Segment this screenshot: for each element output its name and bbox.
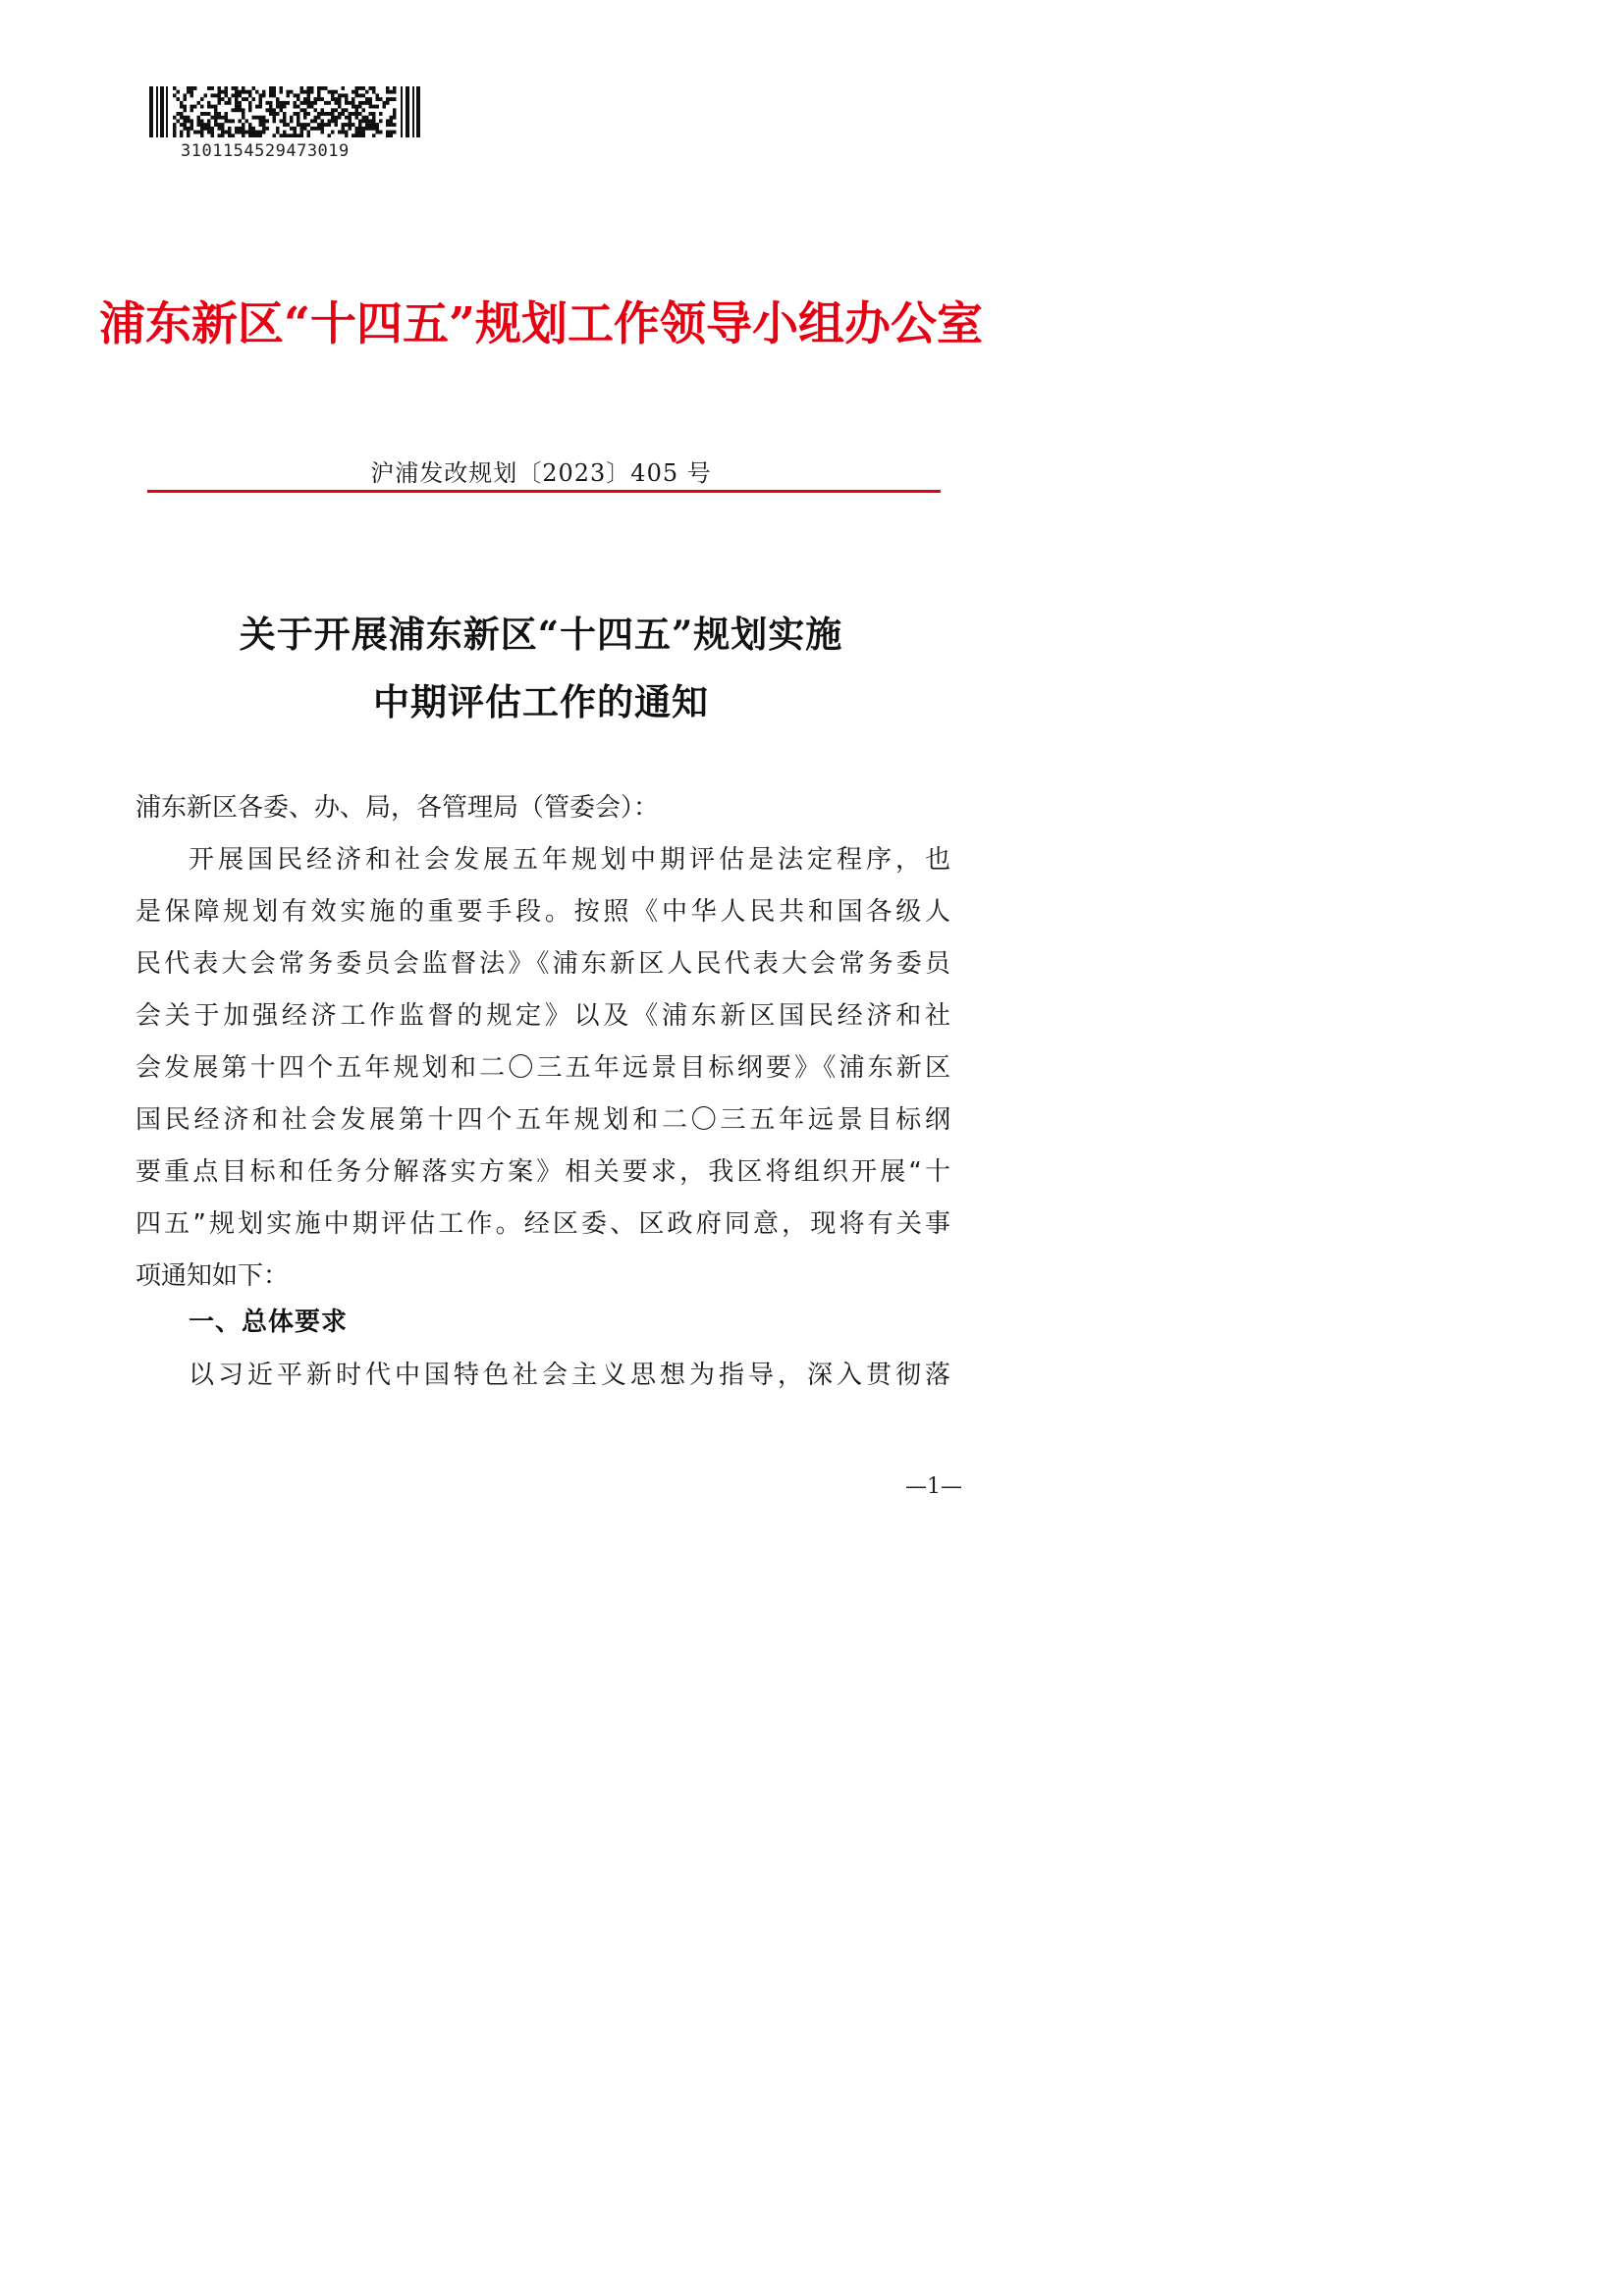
barcode-number: 3101154529473019	[181, 141, 350, 161]
barcode-data-pattern	[173, 86, 397, 137]
paragraph-line: 项通知如下：	[135, 1261, 290, 1291]
paragraph-line: 要重点目标和任务分解落实方案》相关要求，我区将组织开展“十	[135, 1157, 950, 1187]
paragraph-line: 四五”规划实施中期评估工作。经区委、区政府同意，现将有关事	[135, 1209, 950, 1239]
paragraph-line: 以习近平新时代中国特色社会主义思想为指导，深入贯彻落	[189, 1361, 950, 1390]
document-title-line-1: 关于开展浦东新区“十四五”规划实施	[239, 613, 843, 656]
paragraph-line: 是保障规划有效实施的重要手段。按照《中华人民共和国各级人	[135, 897, 950, 927]
document-page	[0, 0, 1082, 1531]
barcode-start-bars	[149, 86, 168, 137]
red-divider-line	[147, 490, 941, 493]
paragraph-line: 会关于加强经济工作监督的规定》以及《浦东新区国民经济和社	[135, 1001, 950, 1031]
paragraph-line: 民代表大会常务委员会监督法》《浦东新区人民代表大会常务委员	[135, 949, 950, 979]
barcode-stop-bars	[401, 86, 420, 137]
section-heading: 一、总体要求	[189, 1308, 349, 1337]
document-number: 沪浦发改规划〔2023〕405 号	[370, 459, 712, 487]
document-title-line-2: 中期评估工作的通知	[373, 680, 709, 723]
paragraph-line: 会发展第十四个五年规划和二〇三五年远景目标纲要》《浦东新区	[135, 1053, 950, 1083]
paragraph-line: 开展国民经济和社会发展五年规划中期评估是法定程序，也	[189, 845, 950, 875]
barcode-image	[149, 86, 420, 137]
paragraph-line: 国民经济和社会发展第十四个五年规划和二〇三五年远景目标纲	[135, 1105, 950, 1135]
page-number: —1—	[905, 1474, 962, 1499]
issuing-office-header: 浦东新区“十四五”规划工作领导小组办公室	[98, 297, 984, 351]
salutation: 浦东新区各委、办、局，各管理局（管委会）：	[135, 793, 660, 823]
